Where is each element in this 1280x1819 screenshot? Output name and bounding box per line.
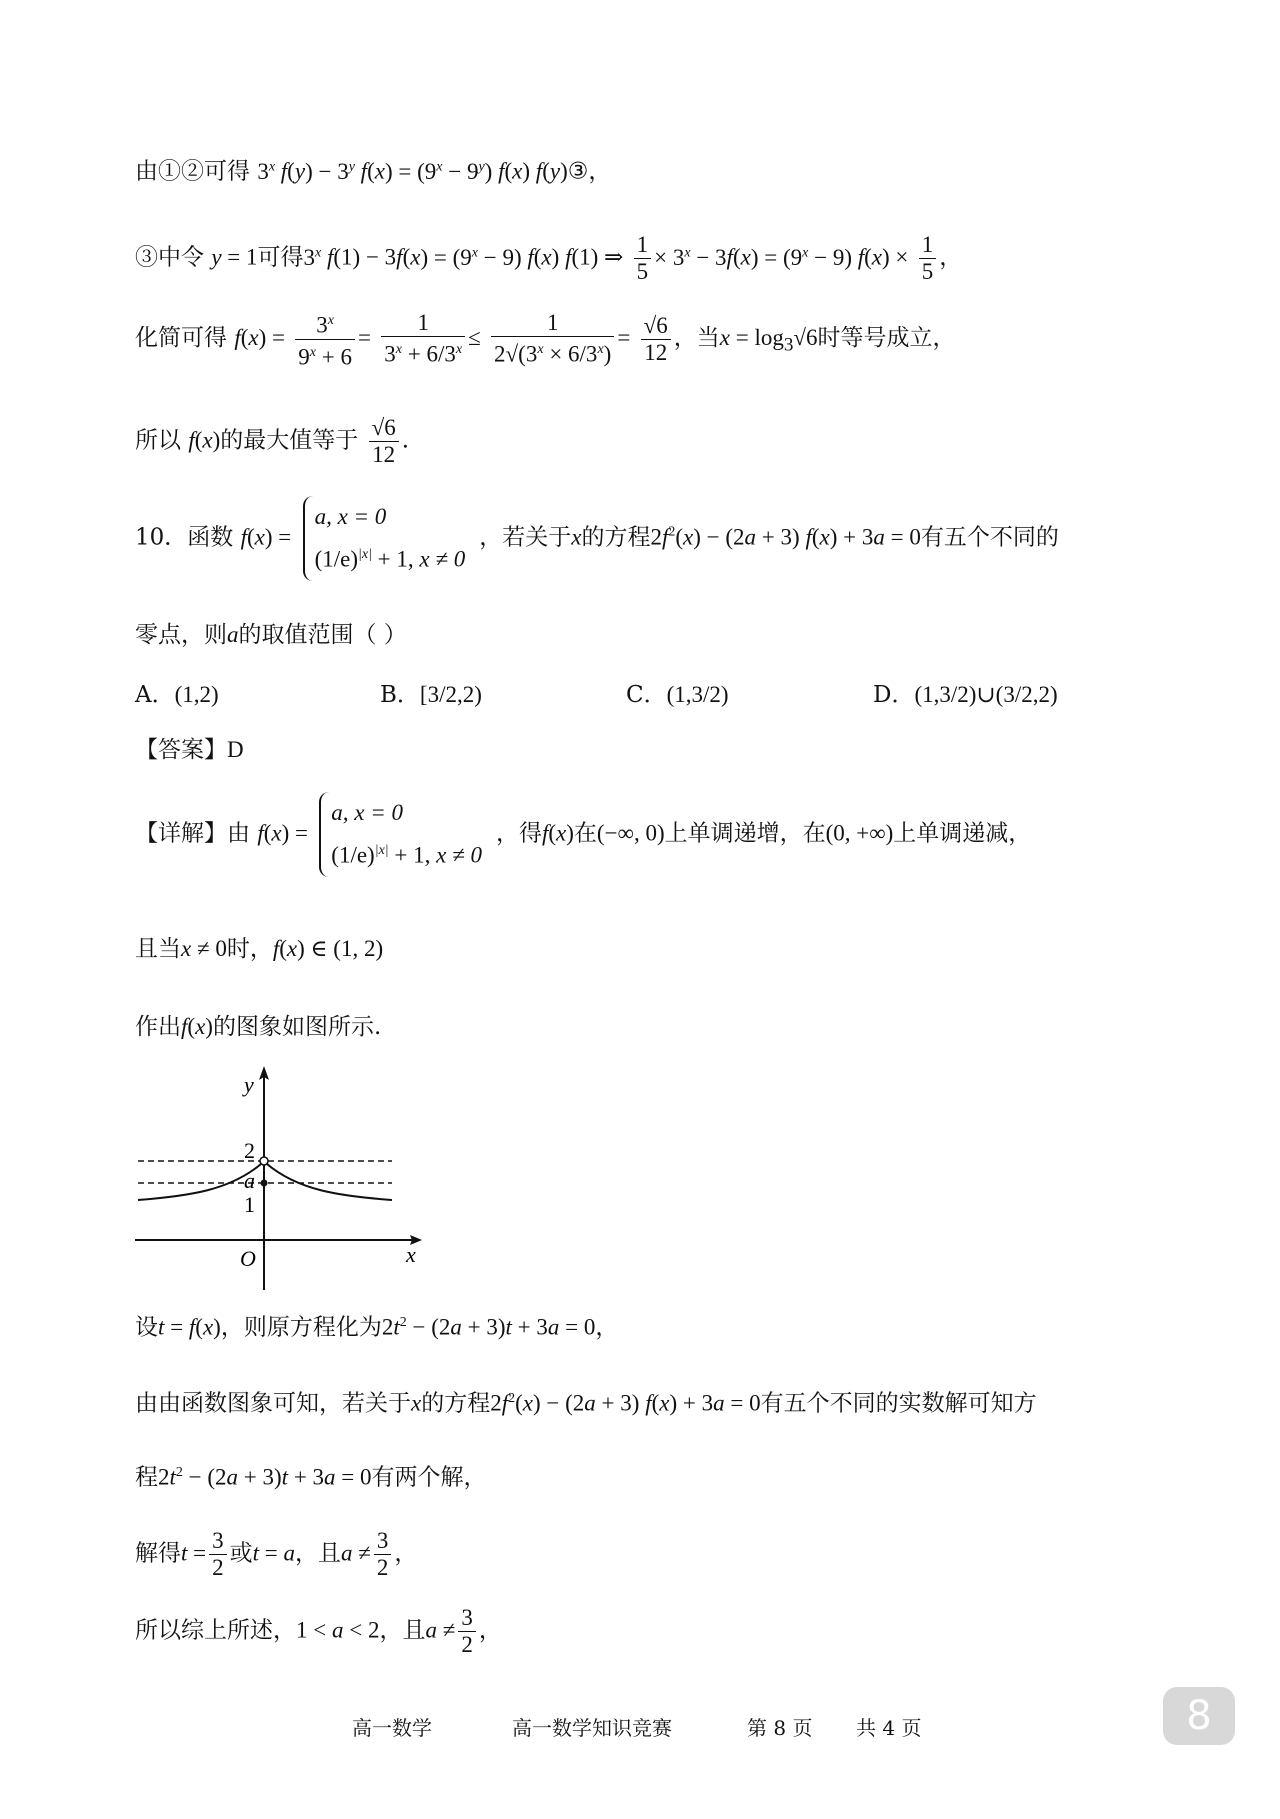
option-d[interactable] <box>873 676 1058 709</box>
from-graph-line: 由由函数图象可知，若关于x的方程$2f^2(x) - (2a + 3) f(x) + 3a = 0$有五个不同的实数解可知方 <box>135 1390 1037 1417</box>
detail: 【详解】由 f(x) = a, x = 0 $(1/e)^{|x|} + 1$, x ≠ 0 ，得f(x)在(−∞, 0)上单调递增，在(0, +∞)上单调递减， <box>135 792 1031 877</box>
text: 的方程 <box>421 1390 491 1417</box>
text: 可得 <box>257 244 304 271</box>
text: 程 <box>135 1464 158 1491</box>
option-label: C． <box>626 682 667 708</box>
question-10: 10．函数 f(x) = a, x = 0 $(1/e)^{|x|} + 1$, x ≠ 0 ，若关于x的方程$2f^2(x) - (2a + 3) f(x) + 3a = 0$有五个不同的 <box>135 496 1059 581</box>
text: 由 <box>227 820 250 847</box>
text: 的最大值等于 <box>220 427 359 454</box>
footer-total: 共 4 页 <box>856 1716 922 1740</box>
equation-line: 程$2t^2 - (2a + 3)t + 3a = 0$有两个解， <box>135 1464 487 1491</box>
text: 化简可得 <box>135 325 227 352</box>
text: 的方程 <box>581 524 651 551</box>
text: . <box>401 427 410 454</box>
text: ， <box>595 1314 619 1341</box>
text: ，则原方程化为 <box>220 1314 382 1341</box>
text: ，得 <box>495 820 542 847</box>
option-a[interactable] <box>135 676 219 709</box>
text: 且当 <box>135 936 181 962</box>
text: 由①②可得 <box>135 158 250 185</box>
text: 时等号成立， <box>817 325 956 352</box>
option-value: [3/2,2) <box>419 682 482 707</box>
option-label: D． <box>873 682 915 708</box>
option-value: (1,2) <box>174 682 219 707</box>
range-line: 且当x ≠ 0时，f(x) ∈ (1, 2) <box>135 936 384 962</box>
text: ，且 <box>295 1540 341 1567</box>
text: ③中令 <box>135 244 204 271</box>
tick-a: a <box>244 1168 255 1193</box>
text: ， <box>394 1540 418 1567</box>
answer <box>135 735 244 765</box>
option-b[interactable] <box>380 676 482 709</box>
final-line: 所以综上所述，1 < a < 2，且a ≠ $\frac{3}{2}$ ， <box>135 1605 502 1657</box>
text: 所以 <box>135 427 181 454</box>
derivation-line-4: 所以 f(x)的最大值等于 $\frac{√6}{12}$ . <box>135 415 410 467</box>
solid-point <box>261 1180 268 1187</box>
derivation-line-3: 化简可得 f(x) = $\frac{3^x}{9^x + 6}$ = $\frac{1}{3^x + 6/3^x}$ ≤ $\frac{1}{2√(3^x \times 6/3^x)}$ = $\frac{√6}{12}$ ，当$x = \log_3√6$时等号成立， <box>135 308 956 370</box>
detail-label: 【详解】 <box>135 820 227 847</box>
piecewise-function: a, x = 0 $(1/e)^{|x|} + 1$, x ≠ 0 <box>303 496 476 581</box>
tick-2: 2 <box>244 1138 255 1163</box>
text: 作出 <box>135 1014 181 1040</box>
text: 的图象如图所示. <box>212 1014 382 1040</box>
origin-label: O <box>240 1246 256 1271</box>
text: 所以综上所述， <box>135 1617 296 1644</box>
text: 或 <box>229 1540 253 1567</box>
graph-line: 作出f(x)的图象如图所示. <box>135 1014 382 1040</box>
derivation-line-2: ③中令 y = 1可得3$^x$ $f(1) - 3f(x) = (9^x - 9)$ f(x) f(1) ⇒ $\frac{1}{5}$ × $3^x - 3f(x) = (9^x - 9) f(x)$ × $\frac{1}{5}$ ， <box>135 232 963 284</box>
text: ， <box>478 1617 502 1644</box>
question-10-line-2: 零点，则a的取值范围（ ） <box>135 622 407 648</box>
text: 在 <box>573 820 597 847</box>
text: 由由函数图象可知，若关于 <box>135 1390 411 1417</box>
text: 上单调递减， <box>893 820 1032 847</box>
text: ③， <box>567 158 612 185</box>
question-number: 10．函数 <box>135 524 234 551</box>
solve-line: 解得t = $\frac{3}{2}$ 或t = a，且a ≠ $\frac{3}{2}$ ， <box>135 1528 418 1580</box>
text: 有两个解， <box>371 1464 487 1491</box>
open-point <box>260 1157 268 1165</box>
text: ，当 <box>673 325 720 352</box>
text: 时， <box>226 936 273 962</box>
text: 零点，则 <box>135 622 227 648</box>
x-label: x <box>406 1242 416 1267</box>
text: ， <box>939 244 963 271</box>
footer-subject: 高一数学 <box>352 1716 432 1740</box>
option-label: B． <box>380 682 420 708</box>
option-label: A． <box>135 682 175 708</box>
option-value: (1,3/2) <box>666 682 729 707</box>
derivation-line-1: 由①②可得 3$^x$ $f(y) - 3^y$ $f(x) = (9^x - 9^y)$ f(x) f(y)③， <box>135 158 612 185</box>
text: 解得 <box>135 1540 181 1567</box>
answer-label: 【答案】 <box>135 737 227 763</box>
curve-left <box>138 1164 261 1200</box>
text: 有五个不同的实数解可知方 <box>760 1390 1037 1417</box>
y-label: y <box>244 1072 254 1097</box>
curve-right <box>267 1164 392 1200</box>
text: ，若关于 <box>479 524 572 551</box>
tick-1: 1 <box>244 1192 255 1217</box>
text: 的取值范围（ ） <box>238 622 407 648</box>
option-value: (1,3/2)∪(3/2,2) <box>914 682 1058 707</box>
text: 有五个不同的 <box>920 524 1059 551</box>
set-t-line: 设t = f(x)，则原方程化为$2t^2 - (2a + 3)t + 3a = 0$， <box>135 1314 619 1341</box>
function-graph <box>130 1060 450 1295</box>
text: 设 <box>135 1314 158 1341</box>
text: ，且 <box>379 1617 426 1644</box>
text: 上单调递增，在 <box>664 820 826 847</box>
footer-contest: 高一数学知识竞赛 <box>512 1716 672 1740</box>
answer-value: D <box>227 737 244 762</box>
footer-page: 第 8 页 <box>747 1716 813 1740</box>
piecewise-function: a, x = 0 $(1/e)^{|x|} + 1$, x ≠ 0 <box>319 792 492 877</box>
page-number-badge: 8 <box>1163 1687 1235 1745</box>
option-c[interactable] <box>626 676 729 709</box>
